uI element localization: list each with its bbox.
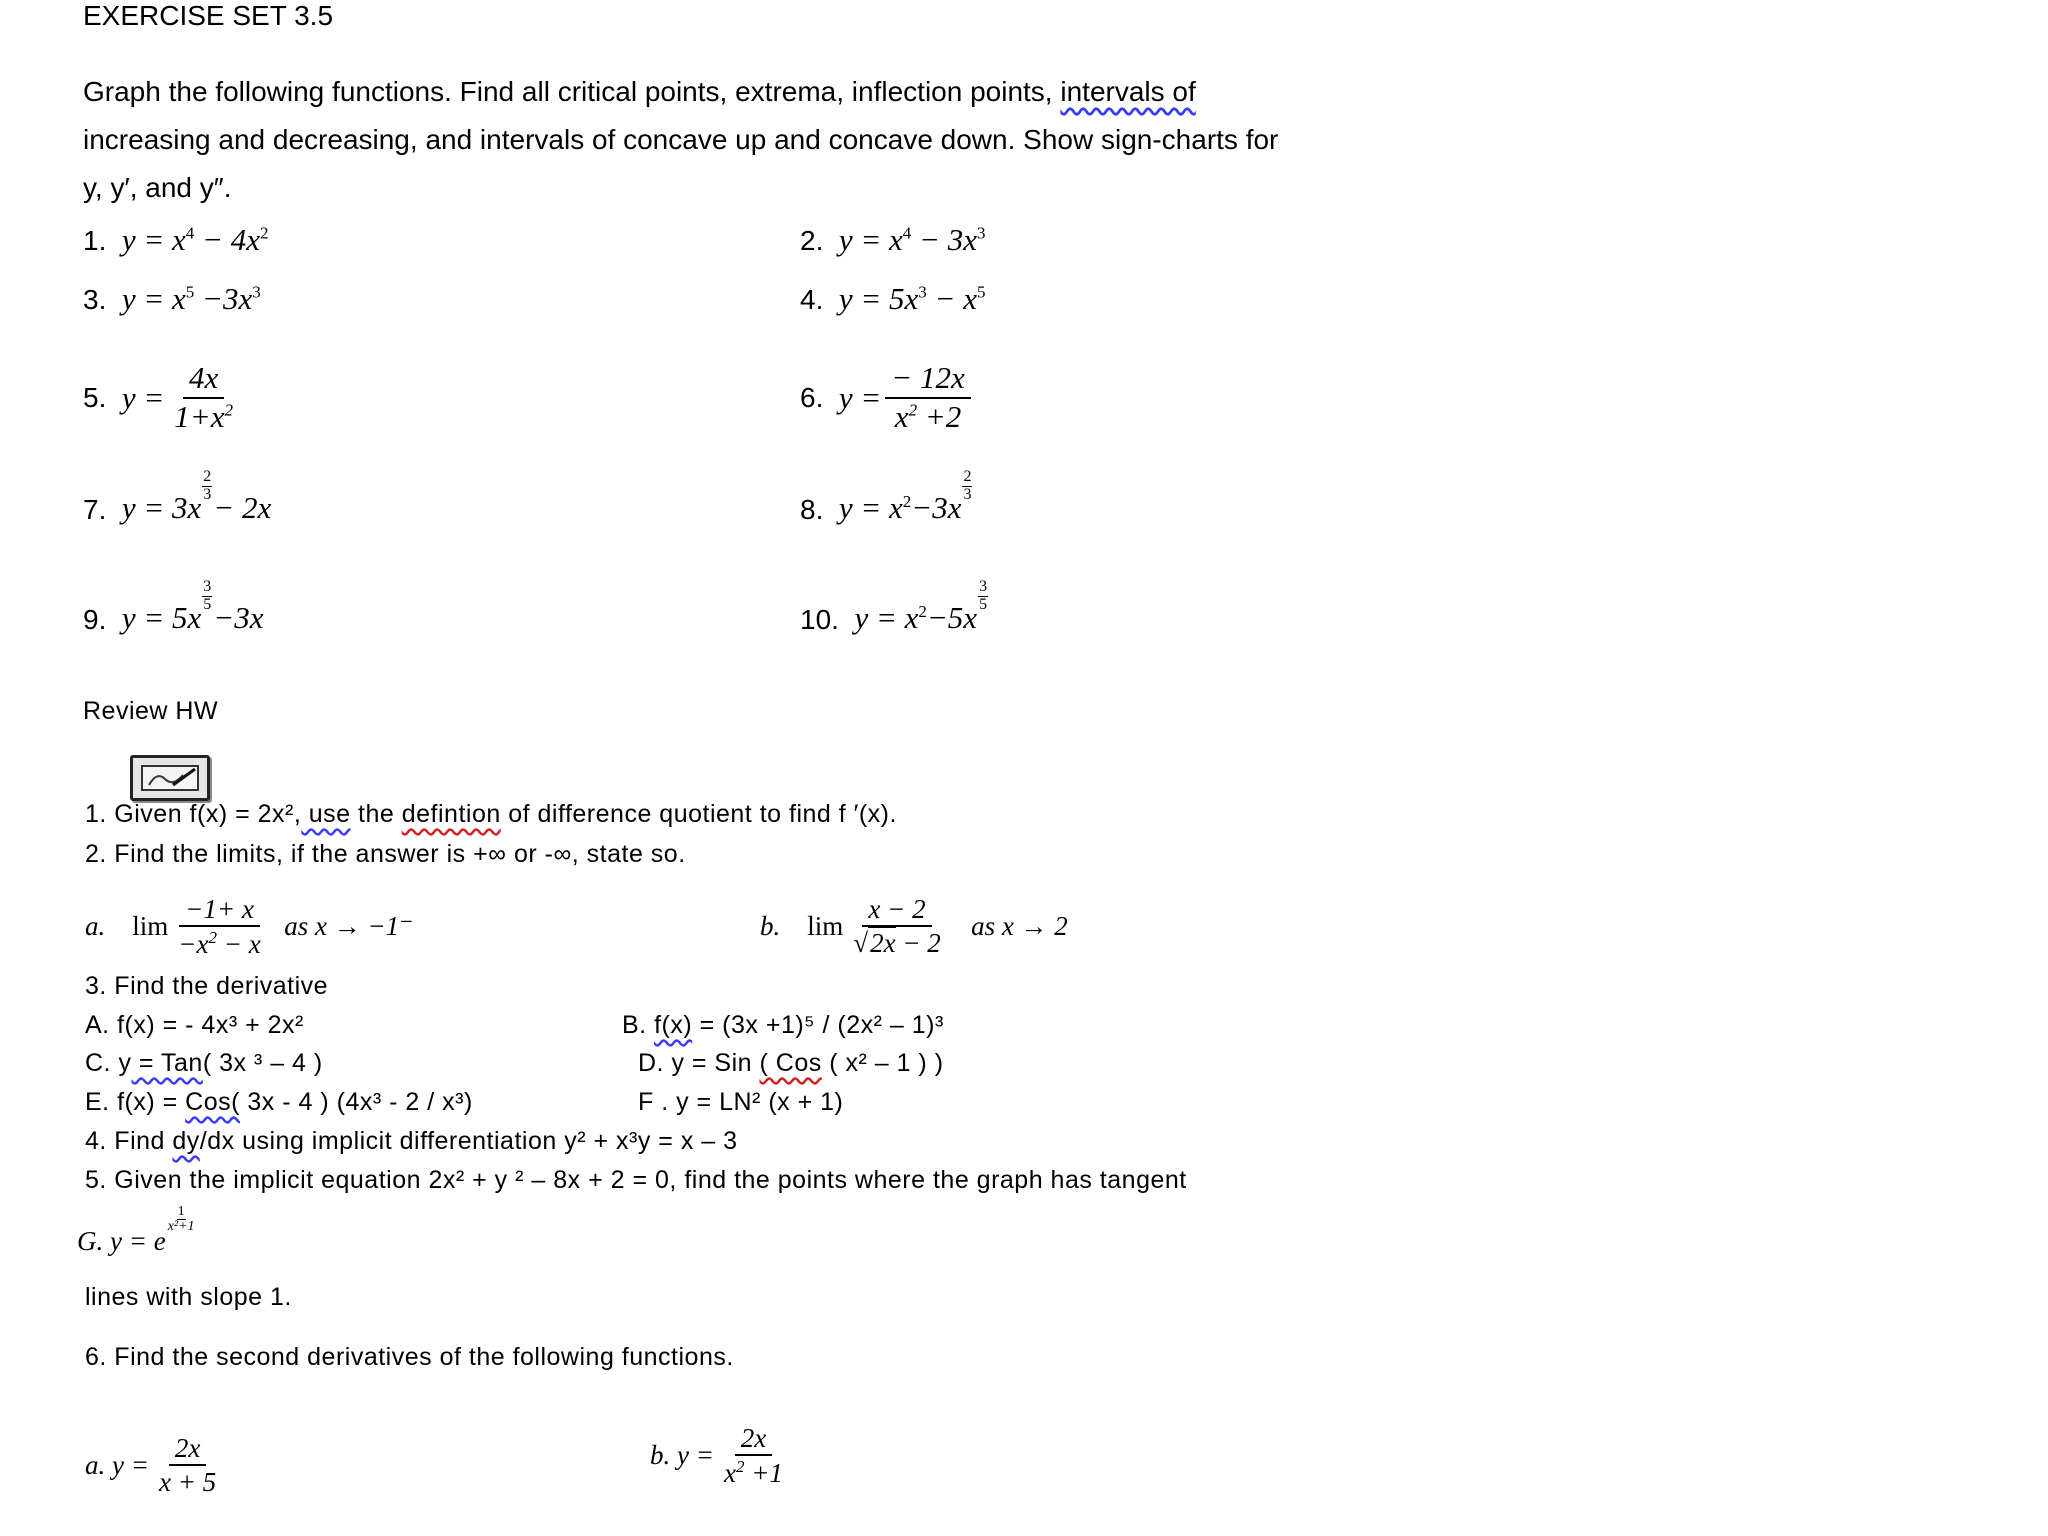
derivative-C-tan: = Tan: [131, 1049, 203, 1077]
derivative-C-label: C. y: [85, 1049, 132, 1077]
review-question-5-cont: lines with slope 1.: [85, 1283, 292, 1311]
problem-4: [800, 281, 985, 317]
problem-5-denominator: [168, 399, 239, 434]
problem-7-number: 7.: [83, 494, 107, 525]
limit-a-den-base: −x: [178, 929, 209, 960]
problem-10-lhs: y = x: [854, 600, 919, 635]
problem-7-exponent: [202, 469, 212, 504]
limit-b-condition: as x → 2: [971, 910, 1068, 941]
problem-6-numerator: − 12x: [885, 362, 970, 399]
problem-G-exp-den: x²+1: [167, 1219, 195, 1235]
derivative-F: F . y = LN² (x + 1): [638, 1088, 844, 1116]
problem-4-exp-1: 3: [918, 282, 927, 302]
problem-2-number: 2.: [800, 225, 824, 256]
limit-b-numerator: x − 2: [862, 895, 931, 927]
problem-10-exp-num: 3: [979, 578, 988, 596]
limit-a-numerator: −1+ x: [179, 895, 260, 927]
limit-a-lim: lim: [132, 911, 169, 942]
pencil-note-icon: [141, 765, 199, 791]
problem-5-lhs: y =: [121, 379, 165, 415]
problem-5-fraction: [168, 362, 239, 433]
problem-3-mid: −3x: [194, 281, 253, 316]
intro-line-1: [83, 76, 1196, 108]
derivative-E: [85, 1088, 473, 1117]
review-q1-part-d: defintion: [401, 800, 501, 828]
derivative-D-expr: ( x² – 1 ) ): [821, 1049, 944, 1077]
problem-2-exp-1: 4: [902, 223, 912, 243]
second-derivative-b-label: b.: [650, 1440, 671, 1471]
problem-8-exp-num: 2: [963, 468, 972, 486]
problem-3-exp-2: 3: [252, 282, 261, 302]
problem-1: [83, 222, 268, 258]
second-derivative-a-fraction: [153, 1434, 222, 1497]
derivative-E-label: E. f(x) =: [85, 1088, 186, 1116]
derivative-E-expr: 3x - 4 ) (4x³ - 2 / x³): [239, 1088, 473, 1116]
derivative-D: [638, 1049, 944, 1078]
problem-8-lhs: y = x: [838, 490, 903, 525]
problem-9-tail: −3x: [213, 600, 264, 635]
problem-4-number: 4.: [800, 284, 824, 315]
problem-10-exp-1: 2: [918, 602, 927, 621]
review-q1-part-c: the: [350, 800, 402, 828]
limit-b-fraction: [847, 895, 947, 958]
problem-1-lhs: y = x: [121, 222, 186, 257]
review-question-4: [85, 1127, 738, 1156]
problem-9-lhs: y = 5x: [121, 600, 202, 635]
derivative-B-label: B.: [622, 1011, 655, 1039]
limit-a: [85, 895, 413, 959]
problem-10: [800, 578, 989, 636]
second-derivative-a-label: a.: [85, 1449, 106, 1480]
problem-3-exp-1: 5: [185, 282, 195, 302]
problem-10-exp-den: 5: [979, 596, 988, 614]
review-q1-part-b: use: [301, 800, 351, 828]
problem-6-denominator: [889, 399, 967, 434]
intro-line-3: y, y′, and y″.: [83, 172, 232, 203]
problem-8-exp-1: 2: [902, 492, 912, 511]
review-heading: Review HW: [83, 697, 219, 725]
limit-b-den-tail: − 2: [895, 928, 941, 959]
limit-a-fraction: [172, 895, 266, 959]
problem-9-exp-num: 3: [203, 578, 212, 596]
pencil-icon: [143, 767, 197, 789]
problem-1-exp-2: 2: [259, 223, 269, 243]
derivative-A: A. f(x) = - 4x³ + 2x²: [85, 1011, 304, 1039]
second-derivative-b-lhs: y =: [677, 1440, 714, 1471]
second-derivative-a-denominator: x + 5: [158, 1467, 217, 1498]
second-derivative-b: [650, 1424, 793, 1488]
problem-10-exponent: [978, 579, 988, 614]
problem-8: [800, 468, 973, 526]
problem-6-den-exp: 2: [908, 400, 918, 420]
second-derivative-b-numerator: 2x: [735, 1424, 772, 1456]
derivative-B: [622, 1011, 944, 1040]
problem-2-mid: − 3x: [911, 222, 977, 257]
problem-6-fraction: [885, 362, 970, 433]
problem-7-exp-den: 3: [203, 486, 212, 504]
problem-1-exp-1: 4: [185, 223, 195, 243]
derivative-D-cos: ( Cos: [759, 1049, 822, 1077]
review-question-6: 6. Find the second derivatives of the following functions.: [85, 1343, 734, 1371]
problem-G-exp-num: 1: [177, 1203, 185, 1219]
problem-8-number: 8.: [800, 494, 824, 525]
second-derivative-a-lhs: y =: [112, 1449, 149, 1480]
problem-10-mid: −5x: [926, 600, 978, 635]
review-question-2: 2. Find the limits, if the answer is +∞ or -∞, state so.: [85, 840, 686, 868]
second-derivative-b-den-base: x: [723, 1458, 736, 1489]
problem-3: [83, 281, 261, 317]
limit-b-radicand: 2x: [870, 928, 896, 959]
review-question-1: [85, 800, 897, 829]
review-q4-part-c: /dx using implicit differentiation y² + x³y = x – 3: [199, 1127, 738, 1155]
review-q1-part-e: of difference quotient to find f ′(x).: [500, 800, 897, 828]
problem-5-den-base: 1+x: [174, 398, 225, 434]
problem-G-label: G.: [77, 1226, 104, 1256]
problem-1-number: 1.: [83, 225, 107, 256]
problem-5-numerator: 4x: [183, 362, 224, 399]
second-derivative-a-numerator: 2x: [169, 1434, 206, 1466]
problem-7-exp-num: 2: [203, 468, 212, 486]
limit-b-lim: lim: [807, 910, 844, 941]
problem-G-exponent: [167, 1205, 196, 1235]
embedded-object-icon[interactable]: [130, 755, 210, 801]
derivative-E-cos: Cos(: [185, 1088, 240, 1116]
problem-4-lhs: y = 5x: [838, 281, 919, 316]
problem-6-number: 6.: [800, 381, 824, 413]
problem-6-den-base: x: [894, 398, 909, 434]
problem-6: [800, 362, 975, 433]
limit-a-den-exp: 2: [208, 928, 217, 948]
problem-7-tail: − 2x: [213, 490, 272, 525]
page-title: EXERCISE SET 3.5: [83, 0, 334, 31]
problem-9-number: 9.: [83, 604, 107, 635]
problem-5-den-exp: 2: [224, 400, 233, 420]
review-question-3: 3. Find the derivative: [85, 972, 329, 1000]
intro-line-1-text: Graph the following functions. Find all critical points, extrema, inflection points,: [83, 76, 1053, 107]
second-derivative-b-den-exp: 2: [735, 1457, 745, 1477]
problem-2-lhs: y = x: [838, 222, 903, 257]
problem-7: [83, 468, 272, 526]
problem-6-lhs: y =: [838, 379, 882, 415]
second-derivative-b-den-tail: +1: [744, 1458, 783, 1489]
limit-b-label: b.: [760, 910, 781, 941]
limit-b-denominator: √2x − 2: [853, 928, 941, 959]
problem-3-number: 3.: [83, 284, 107, 315]
problem-4-mid: − x: [926, 281, 977, 316]
problem-9-exponent: [202, 579, 212, 614]
review-q1-part-a: 1. Given f(x) = 2x²,: [85, 800, 302, 828]
problem-1-mid: − 4x: [194, 222, 260, 257]
problem-9: [83, 578, 264, 636]
problem-8-mid: −3x: [911, 490, 962, 525]
problem-2: [800, 222, 985, 258]
problem-7-lhs: y = 3x: [121, 490, 202, 525]
problem-8-exponent: [962, 469, 972, 504]
derivative-B-fx: f(x): [654, 1011, 693, 1039]
limit-a-label: a.: [85, 911, 106, 942]
intro-line-1-underlined: intervals of: [1060, 76, 1196, 107]
problem-2-exp-2: 3: [976, 223, 986, 243]
derivative-D-label: D. y = Sin: [638, 1049, 760, 1077]
limit-a-denominator: [172, 927, 266, 958]
problem-5-number: 5.: [83, 381, 107, 413]
problem-8-exp-den: 3: [963, 486, 972, 504]
second-derivative-b-fraction: [718, 1424, 789, 1488]
derivative-B-expr: = (3x +1)⁵ / (2x² – 1)³: [692, 1011, 944, 1039]
second-derivative-b-denominator: [718, 1456, 789, 1487]
derivative-C: [85, 1049, 323, 1078]
problem-6-den-tail: +2: [917, 398, 962, 434]
review-q4-part-a: 4. Find: [85, 1127, 173, 1155]
limit-a-condition: as x → −1⁻: [284, 911, 414, 942]
derivative-C-expr: ( 3x ³ – 4 ): [202, 1049, 323, 1077]
problem-5: [83, 362, 243, 433]
problem-G: [77, 1203, 197, 1257]
limit-a-den-tail: − x: [216, 929, 261, 960]
problem-G-lhs: y = e: [110, 1226, 166, 1256]
review-q4-dy: dy: [172, 1127, 200, 1155]
problem-3-lhs: y = x: [121, 281, 186, 316]
limit-b: [760, 895, 1068, 958]
review-question-5: 5. Given the implicit equation 2x² + y ² – 8x + 2 = 0, find the points where the graph has tangent: [85, 1166, 1187, 1194]
intro-line-2: increasing and decreasing, and intervals of concave up and concave down. Show sign-charts for: [83, 124, 1279, 155]
problem-10-number: 10.: [800, 604, 839, 635]
problem-9-exp-den: 5: [203, 596, 212, 614]
problem-4-exp-2: 5: [976, 282, 986, 302]
second-derivative-a: [85, 1434, 226, 1497]
